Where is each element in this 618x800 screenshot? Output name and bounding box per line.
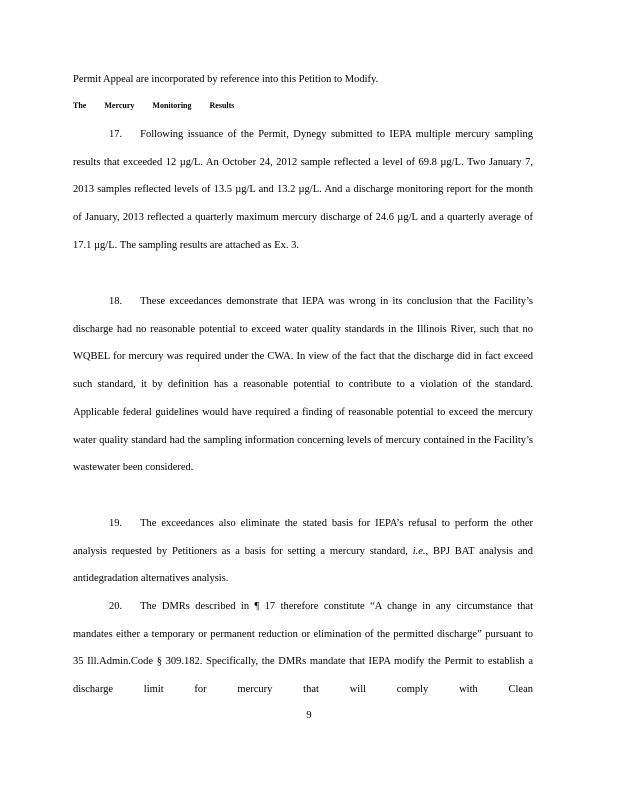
- paragraph-20: [73, 593, 533, 704]
- paragraph-text: The DMRs described in ¶ 17 therefore constitute “A change in any circumstance that mandates either a temporary or permanent reduction or elimination of the permitted discharge” pursuant to 35 Ill.Admin.Code § 309.182. Specifically, the DMRs mandate that IEPA modify the Permit to establish a discharge limit for mercury that will comply with Clean: [73, 601, 533, 696]
- paragraph-text-end: BPJ BAT analysis and antidegradation alternatives analysis.: [73, 545, 533, 585]
- paragraph-text: The exceedances also eliminate the stated basis for IEPA’s refusal to perform the other analysis requested by Petitioners as a basis for setting a mercury standard,: [73, 518, 533, 557]
- paragraph-text: These exceedances demonstrate that IEPA was wrong in its conclusion that the Facility’s discharge had no reasonable potential to exceed water quality standards in the Illinois River, such that no WQBEL for mercury was required under the CWA. In view of the fact that the discharge did in fact exceed such standard, it by definition has a reasonable potential to contribute to a violation of the standard. Applicable federal guidelines would have required a finding of reasonable potential to exceed the mercury water quality standard had the sampling information concerning levels of mercury contained in the Facility’s wastewater been considered.: [73, 296, 533, 474]
- paragraph-number: 18.: [109, 296, 123, 307]
- page-number: 9: [306, 710, 312, 721]
- paragraph-19: [73, 510, 533, 593]
- paragraph-number: 20.: [109, 601, 123, 612]
- italic-ie: i.e.,: [412, 545, 429, 557]
- intro-line: Permit Appeal are incorporated by reference into this Petition to Modify.: [73, 74, 379, 85]
- section-heading: The Mercury Monitoring Results: [73, 101, 235, 110]
- paragraph-number: 19.: [109, 518, 123, 529]
- paragraph-number: 17.: [109, 129, 123, 140]
- paragraph-17: [73, 121, 533, 260]
- paragraph-18: [73, 288, 533, 482]
- paragraph-text: Following issuance of the Permit, Dynegy submitted to IEPA multiple mercury sampling results that exceeded 12 µg/L. An October 24, 2012 sample reflected a level of 69.8 µg/L. Two January 7, 2013 samples reflected levels of 13.5 µg/L and 13.2 µg/L. And a discharge monitoring report for the month of January, 2013 reflected a quarterly maximum mercury discharge of 24.6 µg/L and a quarterly average of 17.1 µg/L. The sampling results are attached as Ex. 3.: [73, 129, 533, 251]
